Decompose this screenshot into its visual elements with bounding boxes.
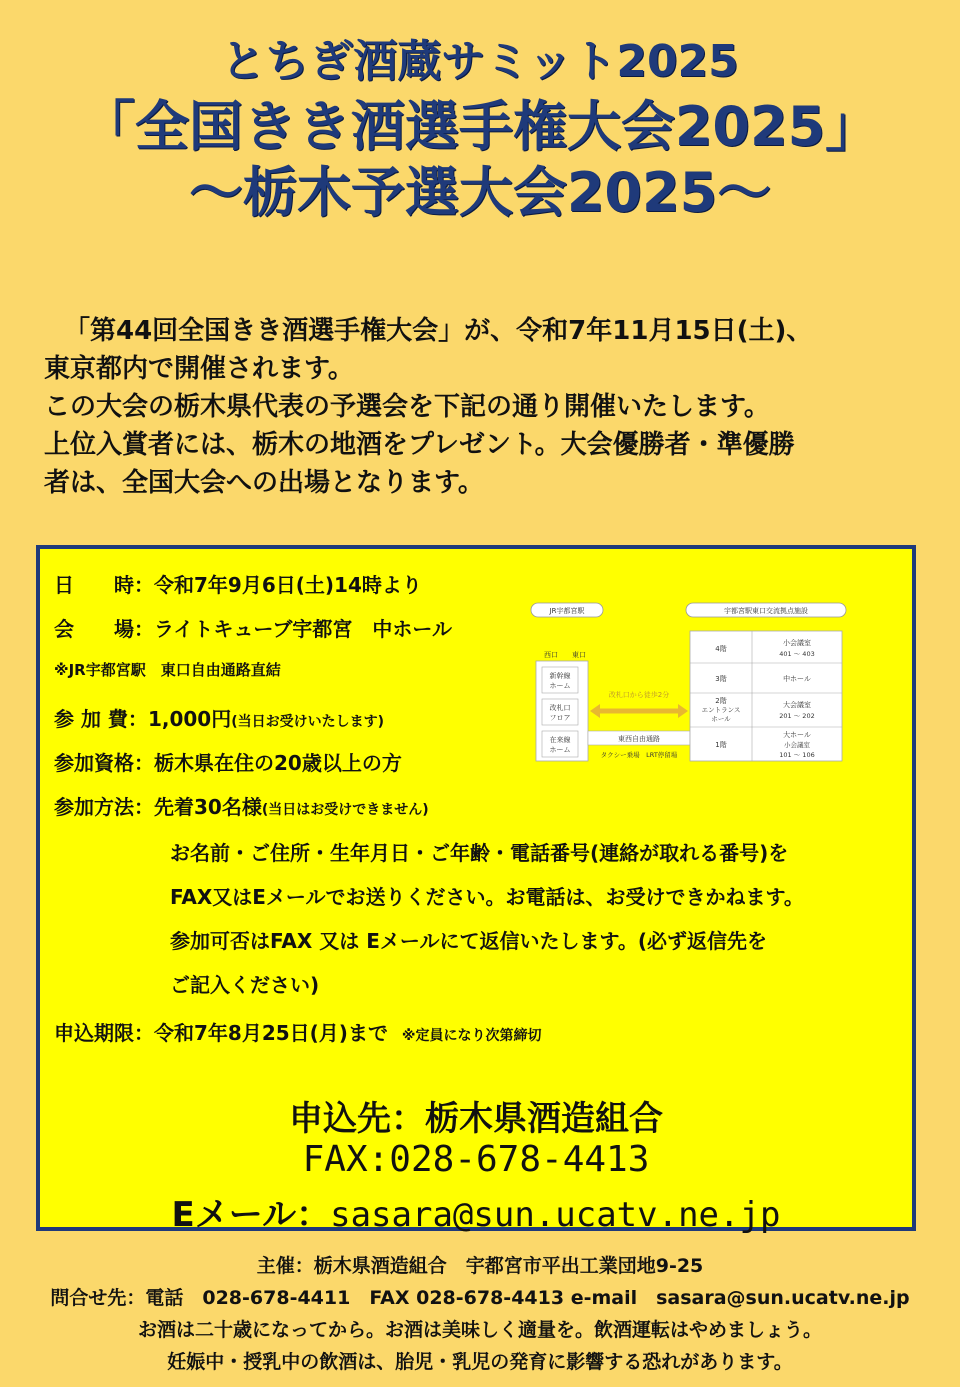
walk-arrow-head-right	[678, 704, 688, 718]
walk-arrow-head-left	[590, 704, 600, 718]
contact-org: 申込先：栃木県酒造組合	[289, 1099, 663, 1139]
floor-1: 1階	[715, 741, 727, 749]
venue-map	[530, 599, 848, 769]
jr-station-label: JR宇都宮駅	[549, 607, 585, 615]
venue-row	[54, 613, 452, 642]
fee-value: 1,000円	[147, 707, 232, 731]
datetime-label: 日 時：	[54, 573, 154, 597]
contact-email-row	[40, 1187, 912, 1236]
deadline-note: ※定員になり次第締切	[401, 1028, 542, 1044]
room-2-sub: 201 ～ 202	[779, 712, 815, 720]
room-2: 大会議室	[783, 701, 811, 709]
method-row	[54, 791, 429, 820]
intro-line: 「第44回全国きき酒選手権大会」が、令和7年11月15日(土)、	[64, 316, 813, 346]
floor-4: 4階	[715, 645, 727, 653]
method-line: お名前・ご住所・生年月日・ご年齢・電話番号(連絡が取れる番号)を	[170, 841, 789, 865]
email-address[interactable]: sasara@sun.ucatv.ne.jp	[330, 1195, 781, 1235]
preliminary-title: ～栃木予選大会2025～	[188, 161, 772, 224]
method-label: 参加方法：	[54, 795, 154, 819]
room-1b: 小会議室	[784, 741, 810, 749]
room-4-sub: 401 ～ 403	[779, 650, 815, 658]
walk-label: 改札口から徒歩2分	[608, 691, 670, 699]
intro-paragraph	[44, 312, 924, 502]
building-block	[690, 631, 842, 761]
title-block	[0, 30, 960, 226]
footer	[0, 1250, 960, 1378]
deadline-label: 申込期限：	[54, 1021, 154, 1045]
intro-line: 東京都内で開催されます。	[44, 354, 354, 384]
building-label: 宇都宮駅東口交流拠点施設	[724, 607, 808, 615]
gate-label-1: 改札口	[549, 704, 571, 712]
room-1: 大ホール	[783, 731, 811, 739]
eligibility-row	[54, 747, 402, 776]
deadline-value: 令和7年8月25日(月)まで	[154, 1021, 388, 1045]
venue-note: ※JR宇都宮駅 東口自由通路直結	[54, 661, 281, 679]
floor-3: 3階	[715, 675, 727, 683]
venue-value: ライトキューブ宇都宮 中ホール	[154, 617, 452, 641]
method-line: FAX又はEメールでお送りください。お電話は、お受けできかねます。	[170, 885, 804, 909]
fee-note: (当日お受けいたします)	[231, 714, 384, 730]
west-exit-label: 西口	[544, 651, 558, 659]
method-value: 先着30名様	[154, 795, 262, 819]
method-line: 参加可否はFAX 又は Eメールにて返信いたします。(必ず返信先を	[170, 929, 767, 953]
intro-line: 上位入賞者には、栃木の地酒をプレゼント。大会優勝者・準優勝	[44, 430, 795, 460]
fee-label: 参 加 費：	[54, 707, 148, 731]
room-3: 中ホール	[783, 675, 811, 683]
method-note: (当日はお受けできません)	[261, 802, 429, 818]
floor-2-entrance: エントランス	[701, 706, 741, 714]
intro-line: この大会の栃木県代表の予選会を下記の通り開催いたします。	[44, 392, 770, 422]
shinkansen-label-2: ホーム	[549, 682, 571, 690]
details-box	[36, 545, 916, 1235]
warning-line: お酒は二十歳になってから。お酒は美味しく適量を。飲酒運転はやめましょう。	[137, 1319, 822, 1341]
pregnancy-warning-line: 妊娠中・授乳中の飲酒は、胎児・乳児の発育に影響する恐れがあります。	[167, 1351, 793, 1373]
event-title: とちぎ酒蔵サミット2025	[221, 36, 739, 87]
competition-title: 「全国きき酒選手権大会2025」	[80, 95, 880, 158]
room-4: 小会議室	[783, 639, 811, 647]
contact-fax: FAX:028-678-4413	[302, 1139, 650, 1180]
shinkansen-label-1: 新幹線	[549, 672, 571, 680]
gate-label-2: フロア	[549, 714, 571, 722]
method-line: ご記入ください)	[170, 973, 320, 997]
passage-label: 東西自由通路	[618, 735, 660, 743]
taxi-label: タクシー乗場 LRT停留場	[600, 751, 678, 759]
east-exit-label: 東口	[572, 651, 586, 659]
floor-2-hall: ホール	[711, 715, 731, 723]
eligibility-value: 栃木県在住の20歳以上の方	[154, 751, 402, 775]
datetime-value: 令和7年9月6日(土)14時より	[154, 573, 422, 597]
floor-2: 2階	[715, 697, 727, 705]
organizer-line: 主催：栃木県酒造組合 宇都宮市平出工業団地9-25	[256, 1255, 704, 1277]
inquiry-line: 問合せ先：電話 028-678-4411 FAX 028-678-4413 e-mail sasara@sun.ucatv.ne.jp	[50, 1287, 910, 1309]
zairai-label-2: ホーム	[549, 746, 571, 754]
datetime-row	[54, 569, 422, 598]
email-label: Eメール：	[171, 1195, 331, 1235]
venue-label: 会 場：	[54, 617, 154, 641]
intro-line: 者は、全国大会への出場となります。	[44, 468, 484, 498]
fee-row	[54, 703, 384, 732]
deadline-row	[54, 1017, 542, 1046]
eligibility-label: 参加資格：	[54, 751, 154, 775]
zairai-label-1: 在来線	[549, 736, 571, 744]
room-1-sub: 101 ～ 106	[779, 751, 815, 759]
